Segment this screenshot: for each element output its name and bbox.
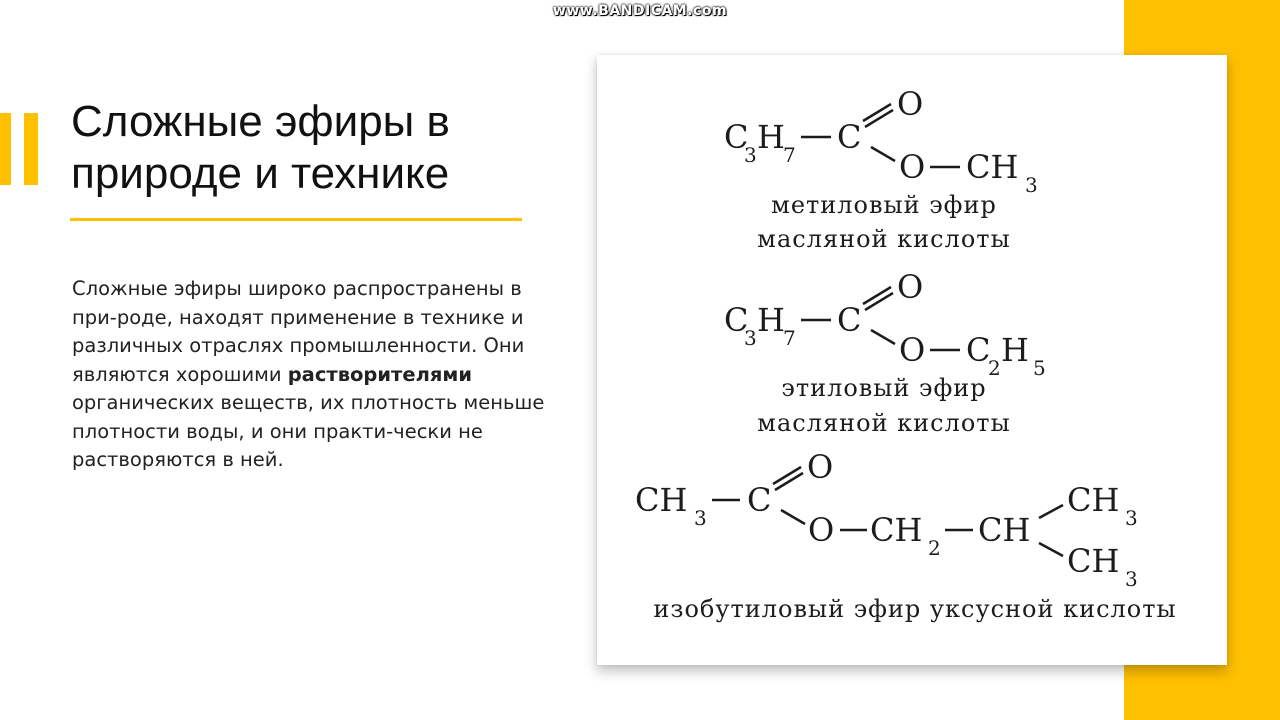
group-ch: CH (635, 481, 688, 519)
bond (781, 510, 805, 524)
bond (871, 147, 895, 161)
subscript: 5 (1033, 356, 1046, 380)
structure-ethyl-butyrate (724, 268, 1046, 437)
atom-o-top: O (897, 268, 924, 306)
body-text-part2: органических веществ, их плотность меньше плотности воды, и они практи-чески не растворяются в ней. (72, 391, 545, 471)
subscript: 2 (988, 356, 1001, 380)
atom-c: C (966, 331, 991, 369)
atom-c-carbonyl: C (747, 481, 772, 519)
body-text-bold: растворителями (287, 362, 472, 386)
subscript: 3 (744, 143, 757, 167)
subscript: 7 (783, 326, 796, 350)
caption: масляной кислоты (757, 225, 1011, 253)
atom-h: H (1001, 331, 1029, 369)
group-ch3-bottom: CH (1067, 542, 1120, 580)
slide-title: Сложные эфиры в природе и технике (71, 97, 450, 198)
caption: изобутиловый эфир уксусной кислоты (653, 595, 1177, 623)
group-ch: CH (978, 511, 1031, 549)
subscript: 2 (928, 536, 941, 560)
left-accent-bar (0, 113, 11, 185)
caption: этиловый эфир (781, 374, 987, 402)
atom-o: O (808, 511, 835, 549)
watermark: www.BANDICAM.com (552, 3, 728, 19)
caption: масляной кислоты (757, 409, 1011, 437)
group-ch2: CH (870, 511, 923, 549)
atom-o-top: O (807, 448, 834, 486)
structures-figure (597, 55, 1227, 665)
subscript: 3 (1125, 506, 1138, 530)
title-underline (70, 218, 522, 221)
body-paragraph (72, 275, 552, 475)
structure-isobutyl-acetate (635, 448, 1177, 623)
bond (1039, 543, 1063, 556)
bond (1039, 505, 1063, 518)
left-accent-bar-2 (24, 113, 38, 185)
structure-methyl-butyrate (724, 85, 1038, 253)
structures-card (597, 55, 1227, 665)
subscript: 3 (1025, 173, 1038, 197)
caption: метиловый эфир (771, 191, 997, 219)
group-ch3-top: CH (1067, 481, 1120, 519)
atom-c-carbonyl: C (837, 118, 862, 156)
atom-c: C (724, 118, 749, 156)
atom-o-top: O (897, 85, 924, 123)
atom-h: H (757, 118, 785, 156)
subscript: 3 (744, 326, 757, 350)
group-ch: CH (966, 148, 1019, 186)
subscript: 3 (694, 506, 707, 530)
bond (871, 330, 895, 344)
atom-c-carbonyl: C (837, 301, 862, 339)
atom-o: O (899, 331, 926, 369)
atom-c: C (724, 301, 749, 339)
body-text-part1: Сложные эфиры широко распространены в при-роде, находят применение в технике и различных отраслях промышленности. Они являются хорошими (72, 277, 525, 386)
subscript: 7 (783, 143, 796, 167)
atom-h: H (757, 301, 785, 339)
atom-o: O (899, 148, 926, 186)
subscript: 3 (1125, 567, 1138, 591)
